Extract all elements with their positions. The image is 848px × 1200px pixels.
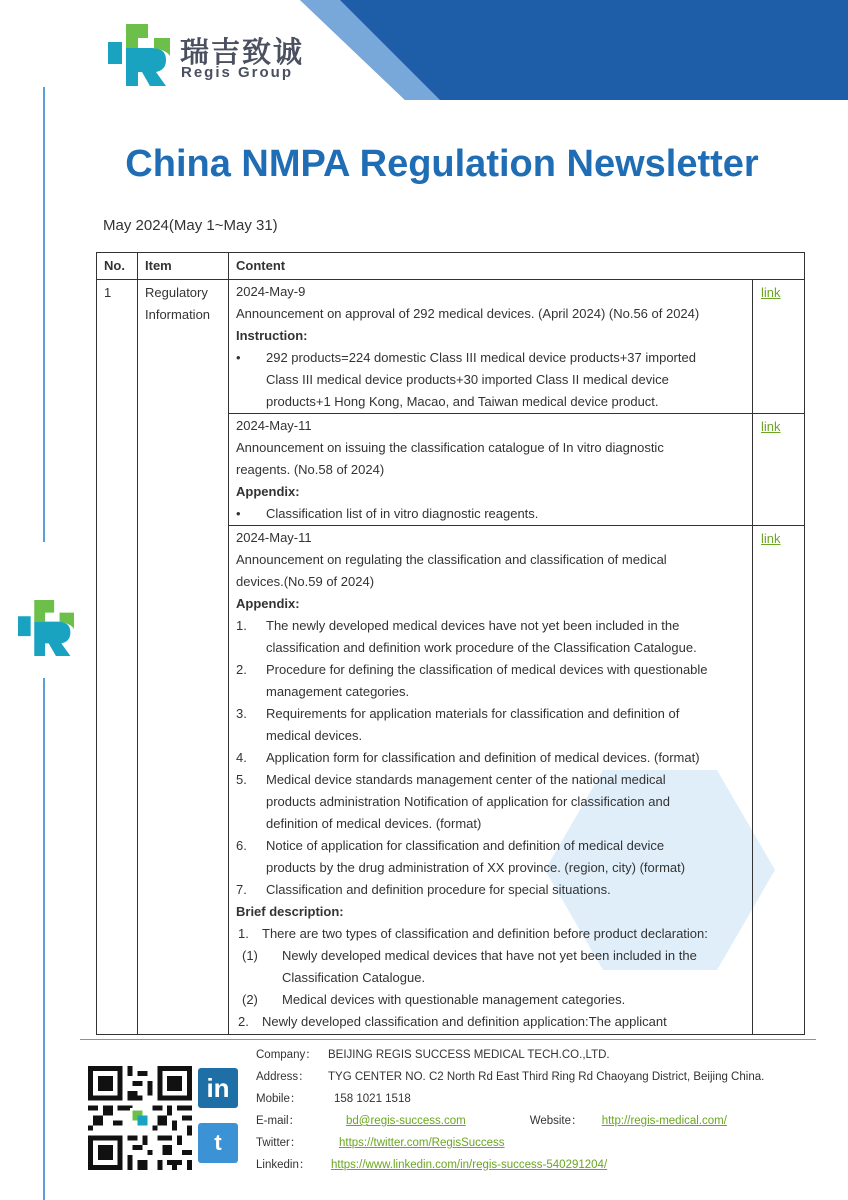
header-band: [300, 0, 848, 100]
list-line: Procedure for defining the classification of medical devices with questionable: [266, 662, 708, 677]
list-item: [236, 659, 745, 703]
entry-section-heading: Appendix:: [236, 596, 300, 611]
bullet-line: Class III medical device products+30 imported Class II medical device: [266, 372, 669, 387]
contact-label: Company：: [256, 1049, 317, 1061]
entry-link[interactable]: link: [761, 285, 781, 300]
entry-title: Announcement on approval of 292 medical devices. (April 2024) (No.56 of 2024): [236, 306, 700, 321]
website-link[interactable]: http://regis-medical.com/: [601, 1115, 727, 1127]
contact-linkedin: [256, 1154, 764, 1176]
list-line: Newly developed medical devices that have not yet been included in the: [282, 948, 697, 963]
entry-link[interactable]: link: [761, 419, 781, 434]
list-number: 2.: [238, 1014, 249, 1029]
contact-value: BEIJING REGIS SUCCESS MEDICAL TECH.CO.,LTD.: [328, 1049, 610, 1061]
list-item: [236, 769, 745, 835]
header-content: Content: [229, 253, 805, 280]
row-number: 1: [97, 280, 138, 1035]
company-logo: [108, 24, 328, 86]
bullet-line: 292 products=224 domestic Class III medical device products+37 imported: [266, 350, 696, 365]
entry-title: devices.(No.59 of 2024): [236, 574, 375, 589]
bullet-line: Classification list of in vitro diagnostic reagents.: [266, 506, 539, 521]
list-line: classification and definition work procedure of the Classification Catalogue.: [266, 640, 697, 655]
qr-code-icon: [88, 1066, 192, 1170]
regis-side-logo-icon: [18, 600, 74, 656]
list-line: Application form for classification and definition of medical devices. (format): [266, 750, 700, 765]
contact-company: [256, 1044, 764, 1066]
side-rule-bottom: [43, 678, 45, 1200]
list-item: [236, 879, 745, 901]
row-item: [138, 280, 229, 1035]
list-number: (2): [242, 992, 258, 1007]
link-cell: [753, 280, 805, 414]
list-line: There are two types of classification and definition before product declaration:: [262, 926, 708, 941]
contact-value: TYG CENTER NO. C2 North Rd East Third Ring Rd Chaoyang District, Beijing China.: [328, 1071, 765, 1083]
list-line: definition of medical devices. (format): [266, 816, 482, 831]
list-item: [236, 923, 745, 945]
list-line: The newly developed medical devices have not yet been included in the: [266, 618, 680, 633]
logo-english-text: Regis Group: [181, 64, 294, 81]
entry-date: 2024-May-11: [236, 530, 312, 545]
entry-content: [229, 414, 753, 526]
contact-label: Address：: [256, 1071, 310, 1083]
list-line: Classification and definition procedure for special situations.: [266, 882, 611, 897]
contact-info: [256, 1044, 764, 1176]
entry-section-heading: Appendix:: [236, 484, 300, 499]
list-number: 5.: [236, 772, 247, 787]
list-item: [236, 703, 745, 747]
contact-label: Linkedin：: [256, 1159, 311, 1171]
entry-content: [229, 280, 753, 414]
entry-section-heading: Instruction:: [236, 328, 308, 343]
list-item: [236, 747, 745, 769]
regis-logo-icon: [108, 24, 170, 86]
list-item: [236, 1011, 745, 1033]
list-line: Medical device standards management center of the national medical: [266, 772, 666, 787]
list-item: [236, 989, 745, 1011]
contact-label: E-mail：: [256, 1115, 301, 1127]
bullet-line: products+1 Hong Kong, Macao, and Taiwan medical device product.: [266, 394, 659, 409]
newsletter-title: China NMPA Regulation Newsletter: [125, 143, 759, 185]
twitter-link[interactable]: https://twitter.com/RegisSuccess: [339, 1137, 505, 1149]
footer-divider: [80, 1039, 816, 1040]
linkedin-icon[interactable]: in: [198, 1068, 238, 1108]
list-item: [236, 347, 745, 413]
linkedin-link[interactable]: https://www.linkedin.com/in/regis-success-540291204/: [331, 1159, 608, 1171]
list-number: 1.: [236, 618, 247, 633]
twitter-icon[interactable]: t: [198, 1123, 238, 1163]
list-item: [236, 835, 745, 879]
entry-title: Announcement on regulating the classification and classification of medical: [236, 552, 667, 567]
list-number: 6.: [236, 838, 247, 853]
contact-mobile: [256, 1088, 764, 1110]
list-number: 4.: [236, 750, 247, 765]
list-number: 2.: [236, 662, 247, 677]
item-line: Information: [145, 307, 211, 322]
list-number: 1.: [238, 926, 249, 941]
header-no: No.: [97, 253, 138, 280]
list-line: products administration Notification of application for classification and: [266, 794, 670, 809]
contact-label: Website：: [529, 1115, 583, 1127]
entry-date: 2024-May-11: [236, 418, 312, 433]
date-range: May 2024(May 1~May 31): [103, 217, 278, 234]
entry-title: Announcement on issuing the classification catalogue of In vitro diagnostic: [236, 440, 664, 455]
contact-address: [256, 1066, 764, 1088]
link-cell: [753, 526, 805, 1035]
list-line: Notice of application for classification and definition of medical device: [266, 838, 665, 853]
item-line: Regulatory: [145, 285, 208, 300]
regulation-table: [96, 252, 805, 1035]
header-item: Item: [138, 253, 229, 280]
contact-value: 158 1021 1518: [334, 1093, 411, 1105]
list-line: Newly developed classification and definition application:The applicant: [262, 1014, 667, 1029]
link-cell: [753, 414, 805, 526]
email-link[interactable]: bd@regis-success.com: [346, 1115, 466, 1127]
table-row: [97, 280, 805, 414]
contact-label: Twitter：: [256, 1137, 302, 1149]
list-line: products by the drug administration of XX province. (region, city) (format): [266, 860, 686, 875]
bullet-marker: •: [236, 350, 241, 365]
brief-description-heading: Brief description:: [236, 904, 344, 919]
list-line: Classification Catalogue.: [282, 970, 426, 985]
list-item: [236, 615, 745, 659]
table-header-row: [97, 253, 805, 280]
list-line: Medical devices with questionable management categories.: [282, 992, 626, 1007]
list-line: Requirements for application materials for classification and definition of: [266, 706, 680, 721]
list-line: management categories.: [266, 684, 410, 699]
entry-link[interactable]: link: [761, 531, 781, 546]
contact-twitter: [256, 1132, 764, 1154]
bullet-marker: •: [236, 506, 241, 521]
contact-email: [256, 1110, 764, 1132]
contact-label: Mobile：: [256, 1093, 302, 1105]
list-number: (1): [242, 948, 258, 963]
list-item: [236, 503, 745, 525]
list-line: medical devices.: [266, 728, 363, 743]
entry-date: 2024-May-9: [236, 284, 306, 299]
list-number: 3.: [236, 706, 247, 721]
list-number: 7.: [236, 882, 247, 897]
list-item: [236, 945, 745, 989]
entry-content: [229, 526, 753, 1035]
entry-title: reagents. (No.58 of 2024): [236, 462, 385, 477]
logo-chinese-text: 瑞吉致诚: [180, 35, 305, 69]
